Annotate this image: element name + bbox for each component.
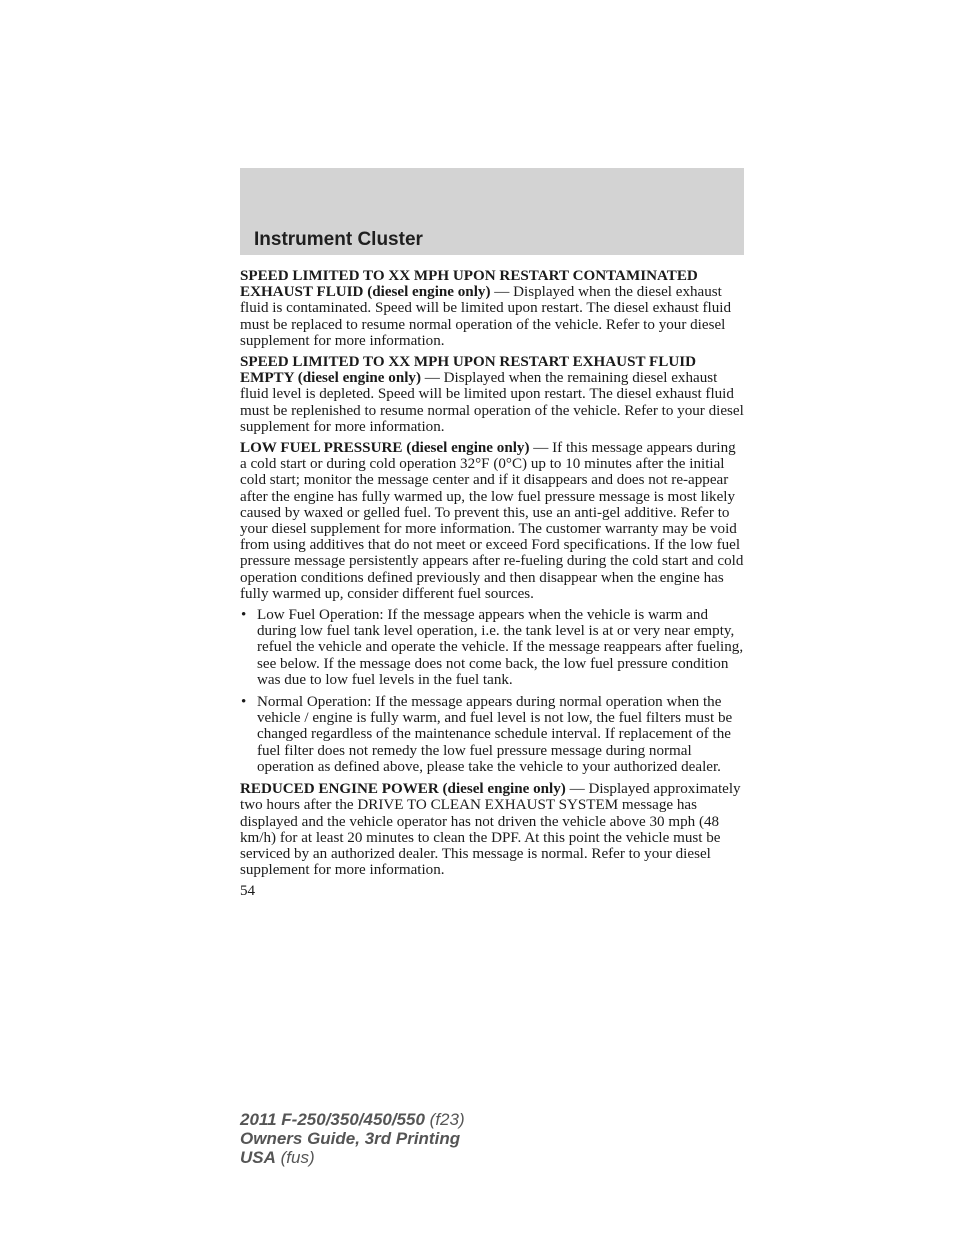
- section-title: Instrument Cluster: [254, 229, 423, 250]
- paragraph-reduced-engine-power: [240, 781, 746, 878]
- footer-line-model: [240, 1110, 465, 1129]
- list-item: [240, 694, 746, 775]
- message-description: — Displayed approximately two hours after the DRIVE TO CLEAN EXHAUST SYSTEM message has displayed and the vehicle operator has not driven the vehicle above 30 mph (48 km/h) for at least 20 minutes to clean the DPF. At this point the vehicle must be serviced by an authorized dealer. This message is normal. Refer to your diesel supplement for more information.: [240, 781, 741, 879]
- message-heading: REDUCED ENGINE POWER (diesel engine only): [240, 781, 566, 798]
- message-heading: SPEED LIMITED TO XX MPH UPON RESTART CONTAMINATED EXHAUST FLUID (diesel engine only): [240, 268, 698, 301]
- footer-model-code: (f23): [424, 1110, 465, 1129]
- bullet-list: [240, 607, 746, 775]
- list-item: [240, 607, 746, 688]
- section-header-band: [240, 168, 744, 255]
- bullet-text: Low Fuel Operation: If the message appears when the vehicle is warm and during low fuel tank level operation, i.e. the tank level is at or very near empty, refuel the vehicle and operate the vehicle. If the message reappears after fueling, see below. If the message does not come back, the low fuel pressure condition was due to low fuel levels in the fuel tank.: [257, 607, 744, 688]
- footer-line-edition: [240, 1129, 465, 1148]
- message-heading: LOW FUEL PRESSURE (diesel engine only): [240, 440, 530, 457]
- message-description: — Displayed when the diesel exhaust fluid is contaminated. Speed will be limited upon restart. The diesel exhaust fluid must be replaced to resume normal operation of the vehicle. Refer to your diesel supplement for more information.: [240, 284, 731, 349]
- paragraph-exhaust-fluid-empty: [240, 354, 746, 435]
- bullet-text: Normal Operation: If the message appears during normal operation when the vehicle / engine is fully warm, and fuel level is not low, the fuel filters must be changed regardless of the maintenance schedule interval. If replacement of the fuel filter does not remedy the low fuel pressure message during normal operation as defined above, please take the vehicle to your authorized dealer.: [257, 694, 733, 775]
- message-description: — If this message appears during a cold start or during cold operation 32°F (0°C) up to 10 minutes after the initial cold start; monitor the message center and if it disappears and does not re-appear after the engine has fully warmed up, the low fuel pressure message is most likely caused by waxed or gelled fuel. To prevent this, use an anti-gel additive. Refer to your diesel supplement for more information. The customer warranty may be void from using additives that do not meet or exceed Ford specifications. If the low fuel pressure message persistently appears after re-fueling during the cold start and cold operation conditions defined previously and then disappear when the engine has fully warmed up, consider different fuel sources.: [240, 440, 744, 602]
- footer-region-code: (fus): [275, 1148, 315, 1167]
- paragraph-low-fuel-pressure: [240, 440, 746, 602]
- page-content: [240, 268, 746, 900]
- message-description: — Displayed when the remaining diesel exhaust fluid level is depleted. Speed will be limited upon restart. The diesel exhaust fluid must be replenished to resume normal operation of the vehicle. Refer to your diesel supplement for more information.: [240, 370, 744, 435]
- page-number: 54: [240, 883, 256, 900]
- bullet-icon: •: [241, 694, 247, 711]
- paragraph-contaminated-exhaust-fluid: [240, 268, 746, 349]
- bullet-icon: •: [241, 607, 247, 624]
- footer-edition: Owners Guide, 3rd Printing: [240, 1129, 461, 1148]
- message-heading: SPEED LIMITED TO XX MPH UPON RESTART EXHAUST FLUID EMPTY (diesel engine only): [240, 354, 696, 387]
- footer-region: USA: [240, 1148, 276, 1167]
- footer-line-region: [240, 1148, 465, 1167]
- document-footer: [240, 1110, 465, 1167]
- footer-model: 2011 F-250/350/450/550: [240, 1110, 425, 1129]
